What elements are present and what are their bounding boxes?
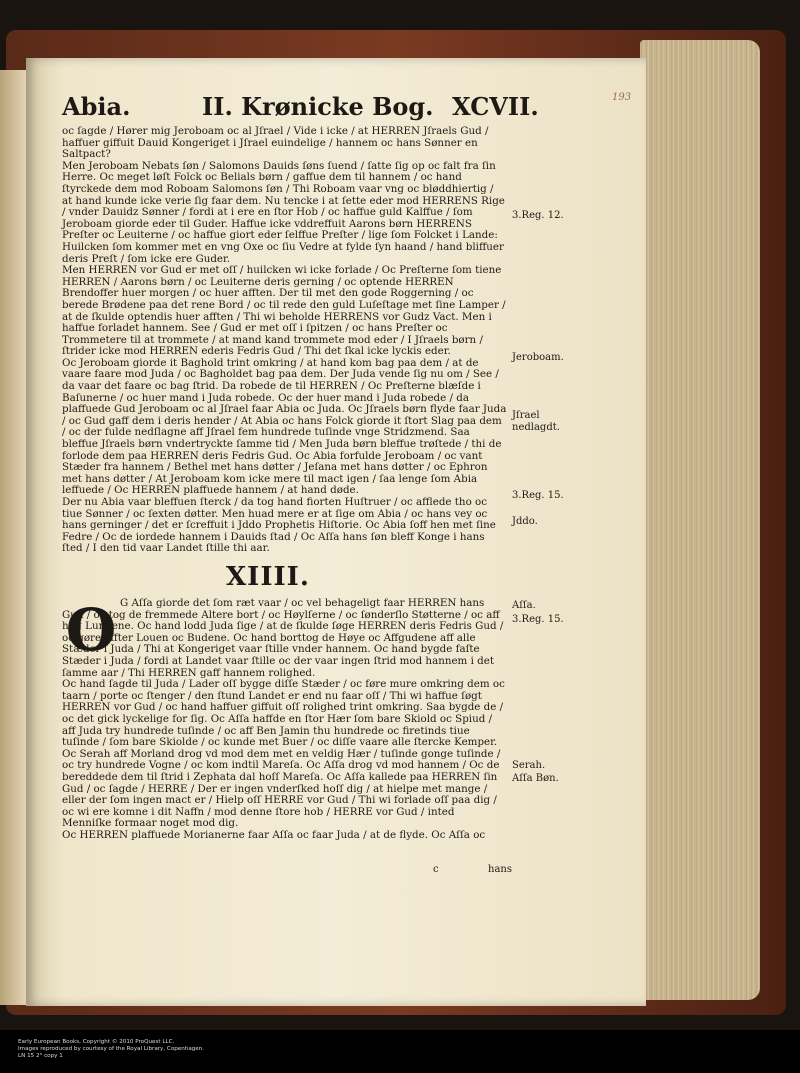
text-block-chapter-14 [62, 598, 507, 841]
signature-mark: c [433, 864, 439, 875]
margin-note: Jeroboam. [512, 352, 564, 363]
folio-number: 193 [612, 92, 632, 103]
running-header [62, 92, 622, 128]
margin-note: Serah. [512, 760, 546, 771]
paragraph: Oc hand ſagde til Juda / Lader oſſ bygge diſſe Stæder / oc føre mure omkring dem oc taarn / porte oc ſtenger / den ſtund Landet er end nu faar oſſ / Thi wi haffue ſøgt HERREN vor Gud / oc hand haffuer giffuit oſſ rolighed trint omkring. Saa bygde de / oc det gick lyckelige for ſig. Oc Aſſa haffde en ſtor Hær ſom bare Skiold oc Spiud / aff Juda try hundrede tuſinde / oc aff Ben Jamin thu hundrede oc firetinds tiue tuſinde / ſom bare Skiolde / oc kunde met Buer / oc diſſe vaare alle ſtercke Kemper. [62, 678, 505, 749]
margin-note: 3.Reg. 15. [512, 490, 564, 501]
fore-edge [640, 40, 760, 1000]
margin-note: Jddo. [512, 516, 538, 527]
header-center: II. Krønicke Bog. [202, 92, 434, 121]
paragraph: Oc Serah aff Morland drog vd mod dem met en veldig Hær / tuſinde gonge tuſinde / oc try hundrede Vogne / oc kom indtil Mareſa. Oc Aſſa drog vd mod hannem / Oc de bereddede dem til ſtrid i Zephata dal hoſſ Mareſa. Oc Aſſa kallede paa HERREN ſin Gud / oc ſagde / HERRE / Der er ingen vnderſked hoſſ dig / at hielpe met mange / eller der ſom ingen mact er / Hielp oſſ HERRE vor Gud / Thi wi forlade oſſ paa dig / oc wi ere komne i dit Naffn / mod denne ſtore hob / HERRE vor Gud / inted Menniſke formaar noget mod dig. [62, 747, 501, 830]
text-block-chapter-13 [62, 126, 507, 555]
credit-line: LN 15 2° copy 1 [18, 1053, 63, 1059]
paragraph: Oc Jeroboam giorde it Baghold trint omkring / at hand kom bag paa dem / at de vaare faare mod Juda / oc Bagholdet bag paa dem. Der Juda vende ſig nu om / See / da vaar det faare oc bag ſtrid. Da robede de til HERREN / Oc Preſterne blæſde i Baſunerne / oc huer mand i Juda robede. Oc der huer mand i Juda robede / da plaffuede Gud Jeroboam oc al Jſrael faar Abia oc Juda. Oc Jſraels børn flyde faar Juda / oc Gud gaff dem i deris hender / At Abia oc hans Folck giorde it ſtort Slag paa dem / oc der fulde nedſlagne aff Jſrael fem hundrede tuſinde vnge Stridzmend. Saa bleffue Jſraels børn vndertryckte ſamme tid / Men Juda børn bleffue trøſtede / thi de forlode dem paa HERREN deris Fedris Gud. Oc Abia forfulde Jeroboam / oc vant Stæder fra hannem / Bethel met hans døtter / Jeſana met hans døtter / oc Ephron met hans døtter / At Jeroboam kom icke mere til mact igen / ſaa lenge ſom Abia leffuede / Oc HERREN plaffuede hannem / at hand døde. [62, 356, 507, 497]
credit-line: Images reproduced by courtesy of the Royal Library, Copenhagen. [18, 1046, 205, 1052]
margin-note: Aſſa Bøn. [512, 773, 559, 784]
paragraph: oc ſagde / Hører mig Jeroboam oc al Jſrael / Vide i icke / at HERREN Jſraels Gud / haffuer giffuit Dauid Kongeriget i Jſrael euindelige / hannem oc hans Sønner en Saltpact? [62, 125, 489, 161]
decorated-initial: O [65, 596, 117, 664]
credit-line: Early European Books, Copyright © 2010 ProQuest LLC. [18, 1039, 175, 1045]
margin-note: 3.Reg. 15. [512, 614, 564, 625]
left-page-edge [0, 70, 28, 1005]
header-right: XCVII. [452, 92, 539, 121]
chapter-heading: XIIII. [226, 562, 310, 592]
header-left: Abia. [62, 92, 131, 121]
catchword: hans [488, 864, 512, 875]
paragraph: Men HERREN vor Gud er met oſſ / huilcken wi icke forlade / Oc Preſterne ſom tiene HERREN / Aarons børn / oc Leuiterne deris gerning / oc optende HERREN Brendoffer huer morgen / oc huer afften. Der til met den gode Roggerning / oc berede Brødene paa det rene Bord / oc til rede den guld Luſeſtage met ſine Lamper / at de ſkulde optendis huer afften / Thi wi beholde HERRENS vor Gudz Vact. Men i haffue forladet hannem. See / Gud er met oſſ i ſpitzen / oc hans Preſter oc Trommetere til at trommete / at mand kand trommete mod eder / I Jſraels børn / ſtrider icke mod HERREN ederis Fedris Gud / Thi det ſkal icke lyckis eder. [62, 264, 506, 358]
paragraph: Der nu Abia vaar bleffuen ſterck / da tog hand fiorten Huſtruer / oc afflede tho oc tiue Sønner / oc ſexten døtter. Men huad mere er at ſige om Abia / oc hans vey oc hans gerninger / det er ſcreffuit i Jddo Prophetis Hiſtorie. Oc Abia ſoff hen met ſine Fedre / Oc de iordede hannem i Dauids ſtad / Oc Aſſa hans ſøn bleff Konge i hans ſted / I den tid vaar Landet ſtille thi aar. [62, 496, 496, 555]
margin-note: Aſſa. [512, 600, 536, 611]
paragraph: Men Jeroboam Nebats ſøn / Salomons Dauids ſøns ſuend / ſatte ſig op oc falt fra ſin Herre. Oc meget løſt Folck oc Belials børn / gaffue dem til hannem / oc hand ſtyrckede dem mod Roboam Salomons ſøn / Thi Roboam vaar vng oc bløddhiertig / at hand kunde icke verie ſig faar dem. Nu tencke i at ſette eder mod HERRENS Rige / vnder Dauidz Sønner / fordi at i ere en ſtor Hob / oc haffue guld Kalffue / ſom Jeroboam giorde eder til Guder. Haffue icke vddreffuit Aarons børn HERRENS Preſter oc Leuiterne / oc haffue giort eder ſelffue Preſter / lige ſom Folcket i Lande: Huilcken ſom kommer met en vng Oxe oc ſiu Vedre at fylde ſyn haand / hand bliffuer deris Preſt / ſom icke ere Guder. [62, 159, 505, 265]
margin-note: 3.Reg. 12. [512, 210, 564, 221]
margin-note: Jſrael nedlagdt. [512, 410, 560, 433]
credits-footer [18, 1039, 204, 1060]
paragraph: Oc HERREN plaffuede Morianerne faar Aſſa oc faar Juda / at de flyde. Oc Aſſa oc [62, 828, 486, 841]
paragraph: G Aſſa giorde det ſom ræt vaar / oc vel behageligt faar HERREN hans Gud / oc tog de fremmede Altere bort / oc Høylſerne / oc ſønderſlo Støtterne / oc aff hug Lundene. Oc hand lodd Juda ſige / at de ſkulde ſøge HERREN deris Fedris Gud / oc gøre effter Louen oc Budene. Oc hand borttog de Høye oc Affgudene aff alle Stæder i Juda / Thi at Kongeriget vaar ſtille vnder hannem. Oc hand bygde faſte Stæder i Juda / fordi at Landet vaar ſtille oc der vaar ingen ſtrid mod hannem i det ſamme aar / Thi HERREN gaff hannem rolighed. [62, 597, 504, 679]
